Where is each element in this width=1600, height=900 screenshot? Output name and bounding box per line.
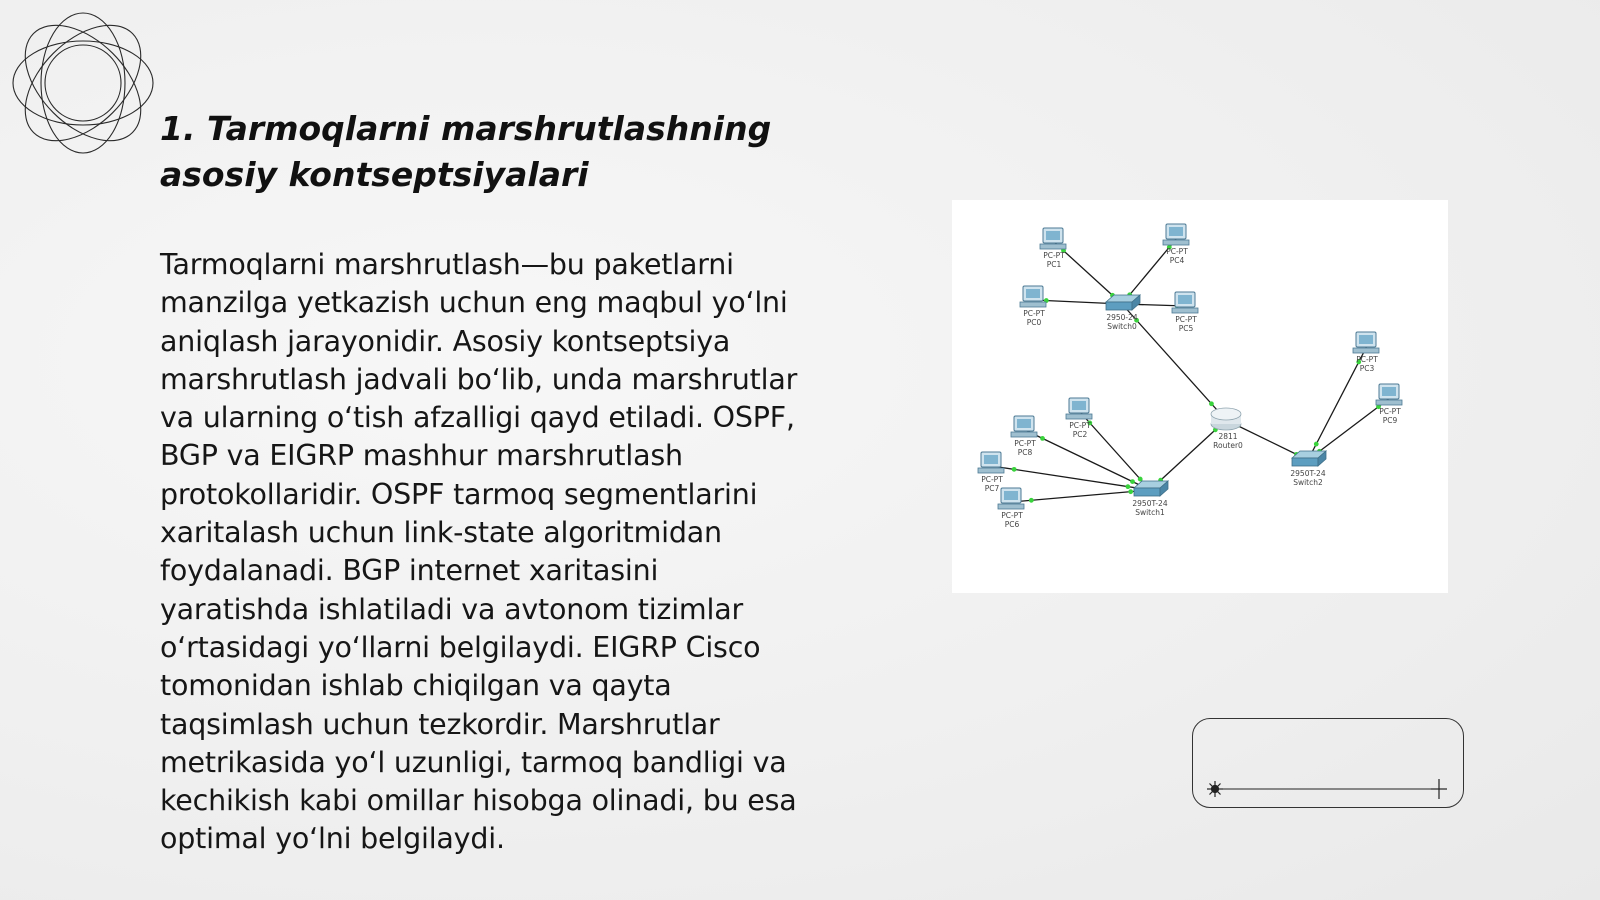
pc-icon [1172, 292, 1198, 333]
pc-icon [1066, 398, 1092, 439]
pc-base [1011, 432, 1037, 437]
pc-type-label: PC-PT [1356, 355, 1378, 364]
body-line: foydalanadi. BGP internet xaritasini [160, 554, 659, 588]
pc-name-label: PC4 [1169, 256, 1185, 265]
pc-type-label: PC-PT [981, 475, 1003, 484]
network-topology-diagram [952, 200, 1448, 593]
pc-base [978, 468, 1004, 473]
pc-base [1353, 348, 1379, 353]
switch-icon [1106, 295, 1140, 331]
switch-model-label: 2950-24 [1106, 313, 1138, 322]
pc-base [1020, 302, 1046, 307]
pc-base [1066, 414, 1092, 419]
body-line: tomonidan ishlab chiqilgan va qayta [160, 669, 672, 703]
switch-name-label: Switch1 [1135, 508, 1165, 517]
pc-name-label: PC6 [1004, 520, 1020, 529]
pc-name-label: PC8 [1017, 448, 1033, 457]
pc-type-label: PC-PT [1166, 247, 1188, 256]
pc-name-label: PC3 [1359, 364, 1375, 373]
pc-display [984, 455, 998, 464]
pc-name-label: PC5 [1178, 324, 1194, 333]
pc-name-label: PC7 [984, 484, 1000, 493]
topology-canvas [952, 200, 1448, 593]
orbit-logo-icon [10, 10, 156, 156]
pc-icon [1376, 384, 1402, 425]
body-line: xaritalash uchun link-state algoritmidan [160, 516, 722, 550]
switch-front [1292, 458, 1318, 466]
switch-front [1106, 302, 1132, 310]
pc-display [1004, 491, 1018, 500]
body-line: BGP va EIGRP mashhur marshrutlash [160, 439, 683, 473]
pc-icon [1040, 228, 1066, 269]
pc-name-label: PC9 [1382, 416, 1398, 425]
switch-model-label: 2950T-24 [1290, 469, 1326, 478]
pc-name-label: PC2 [1072, 430, 1088, 439]
body-line: oʻrtasidagi yoʻllarni belgilaydi. EIGRP Cisco [160, 630, 761, 664]
switch-icon [1132, 481, 1168, 517]
link-port-dot [1012, 467, 1017, 472]
body-line: va ularning oʻtish afzalligi qayd etiladi. OSPF, [160, 401, 795, 435]
pc-type-label: PC-PT [1001, 511, 1023, 520]
pc-icon [1163, 224, 1189, 265]
plus-icon[interactable] [1431, 779, 1447, 799]
pc-name-label: PC0 [1026, 318, 1042, 327]
body-line: taqsimlash uchun tezkordir. Marshrutlar [160, 707, 720, 741]
pc-display [1169, 227, 1183, 236]
title-line: asosiy kontseptsiyalari [160, 155, 589, 194]
body-line: Tarmoqlarni marshrutlash—bu paketlarni [160, 248, 734, 281]
pc-display [1017, 419, 1031, 428]
pc-display [1072, 401, 1086, 410]
body-line: yaratishda ishlatiladi va avtonom tizimlar [160, 592, 743, 626]
body-line: protokollaridir. OSPF tarmoq segmentlarini [160, 477, 758, 511]
body-line: metrikasida yoʻl uzunligi, tarmoq bandligi va [160, 745, 787, 779]
pc-name-label: PC1 [1046, 260, 1062, 269]
title-line: 1. Tarmoqlarni marshrutlashning [160, 109, 772, 148]
body-line: optimal yoʻlni belgilaydi. [160, 822, 505, 856]
link-port-dot [1209, 401, 1214, 406]
pc-type-label: PC-PT [1043, 251, 1065, 260]
pc-icon [998, 488, 1024, 529]
slider-track [1193, 719, 1465, 809]
pc-display [1046, 231, 1060, 240]
link-port-dot [1029, 498, 1034, 503]
switch-name-label: Switch2 [1293, 478, 1323, 487]
body-line: manzilga yetkazish uchun eng maqbul yoʻlni [160, 286, 788, 320]
slider-control[interactable] [1192, 718, 1464, 808]
router-top [1211, 408, 1241, 420]
switch-model-label: 2950T-24 [1132, 499, 1168, 508]
link-port-dot [1314, 442, 1319, 447]
pc-base [1040, 244, 1066, 249]
slide-body-text [160, 246, 860, 859]
pc-display [1359, 335, 1373, 344]
switch-front [1134, 488, 1160, 496]
link-port-dot [1040, 436, 1045, 441]
pc-base [1172, 308, 1198, 313]
sun-icon [1207, 781, 1223, 797]
pc-type-label: PC-PT [1023, 309, 1045, 318]
slide-title [160, 106, 860, 198]
pc-display [1178, 295, 1192, 304]
pc-type-label: PC-PT [1379, 407, 1401, 416]
pc-base [998, 504, 1024, 509]
pc-type-label: PC-PT [1014, 439, 1036, 448]
pc-icon [978, 452, 1004, 493]
body-line: kechikish kabi omillar hisobga olinadi, bu esa [160, 784, 797, 818]
link-port-dot [1128, 489, 1133, 494]
pc-icon [1011, 416, 1037, 457]
body-line: aniqlash jarayonidir. Asosiy kontseptsiya [160, 324, 731, 358]
body-line: marshrutlash jadvali boʻlib, unda marshrutlar [160, 362, 798, 396]
link-port-dot [1130, 479, 1135, 484]
switch-icon [1290, 451, 1326, 487]
switch-name-label: Switch0 [1107, 322, 1137, 331]
pc-display [1026, 289, 1040, 298]
pc-icon [1020, 286, 1046, 327]
pc-display [1382, 387, 1396, 396]
pc-base [1163, 240, 1189, 245]
pc-type-label: PC-PT [1175, 315, 1197, 324]
router-model-label: 2811 [1218, 432, 1238, 441]
pc-base [1376, 400, 1402, 405]
router-name-label: Router0 [1213, 441, 1243, 450]
pc-type-label: PC-PT [1069, 421, 1091, 430]
link-port-dot [1125, 484, 1130, 489]
